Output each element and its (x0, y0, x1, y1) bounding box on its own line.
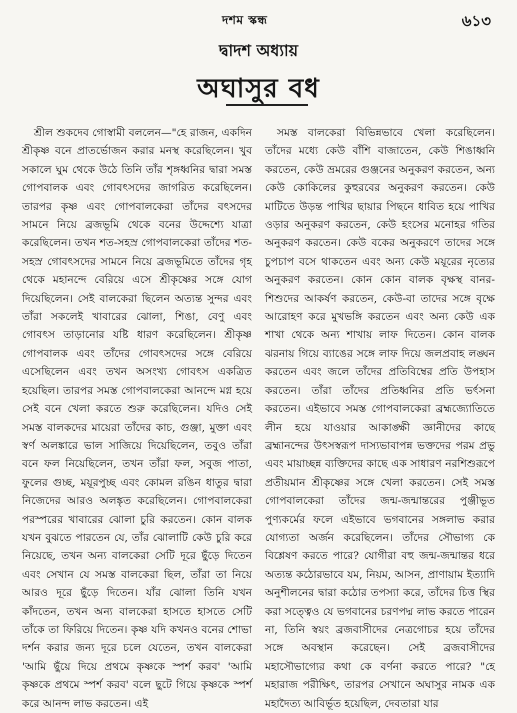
title-underline (226, 104, 308, 106)
chapter-heading: দ্বাদশ অধ্যায় (218, 41, 299, 60)
right-column (265, 124, 495, 713)
right-column-text: সমস্ত বালকেরা বিভিন্নভাবে খেলা করেছিলেন। তাঁদের মধ্যে কেউ বাঁশি বাজাতেন, কেউ শিঙাধ্বনি করতেন, কেউ ভ্রমরের গুঞ্জনের অনুকরণ করতেন, অন্য কেউ কোকিলের কুহুরবের অনুকরণ করতেন। কেউ মাটিতে উড়ন্ত পাখির ছায়ার পিছনে ধাবিত হয়ে পাখির ওড়ার অনুকরণ করতেন, কেউ হংসের মনোহর গতির অনুকরণ করতেন। কেউ বকের অনুকরণে তাদের সঙ্গে চুপচাপ বসে থাকতেন এবং অন্য কেউ ময়ূরের নৃত্যের অনুকরণ করতেন। কোন কোন বালক বৃক্ষস্থ বানর-শিশুদের আকর্ষণ করতেন, কেউ-বা তাদের সঙ্গে বৃক্ষে আরোহণ করে মুখভঙ্গি করতেন এবং অন্য কেউ এক শাখা থেকে অন্য শাখায় লাফ দিতেন। কোন বালক ঝরনায় গিয়ে ব্যাঙের সঙ্গে লাফ দিয়ে জলপ্রবাহ লঙ্ঘন করতেন এবং জলে তাঁদের প্রতিবিম্বের প্রতি উপহাস করতেন। তাঁরা তাঁদের প্রতিধ্বনির প্রতি ভর্ৎসনা করতেন। এইভাবে সমস্ত গোপবালকেরা ব্রহ্মজ্যোতিতে লীন হয়ে যাওয়ার আকাঙ্ক্ষী জ্ঞানীদের কাছে ব্রহ্মানন্দের উৎসস্বরূপ দাস্যভাবাপন্ন ভক্তদের পরম প্রভু এবং মায়াচ্ছন্ন ব্যক্তিদের কাছে এক সাধারণ নরশিশুরূপে প্রতীয়মান শ্রীকৃষ্ণের সঙ্গে খেলা করতেন। সেই সমস্ত গোপবালকেরা তাঁদের জন্ম-জন্মান্তরের পুঞ্জীভূত পুণ্যকর্মের ফলে এইভাবে ভগবানের সঙ্গলাভ করার যোগ্যতা অর্জন করেছিলেন। তাঁদের সৌভাগ্য কে বিশ্লেষণ করতে পারে? যোগীরা বহু জন্ম-জন্মান্তর ধরে অত্যন্ত কঠোরভাবে যম, নিয়ম, আসন, প্রাণায়াম ইত্যাদি অনুশীলনের দ্বারা কঠোর তপস্যা করে, তাঁদের চিত্ত স্থির করা সত্ত্বেও যে ভগবানের চরণপদ্ম লাভ করতে পারেন না, তিনি স্বয়ং ব্রজবাসীদের নেত্রগোচর হয়ে তাঁদের সঙ্গে অবস্থান করেছেন। সেই ব্রজবাসীদের মহাসৌভাগ্যের কথা কে বর্ণনা করতে পারে? "হে মহারাজ পরীক্ষিৎ, তারপর সেখানে অঘাসুর নামক এক মহাদৈত্য আবির্ভূত হয়েছিল, দেবতারা যার (265, 127, 495, 710)
running-title: দশম স্কন্ধ (222, 13, 268, 27)
chapter-title: অঘাসুর বধ (197, 74, 320, 104)
page-number: ৬১৩ (461, 12, 491, 30)
left-column (22, 124, 252, 713)
left-column-text: শ্রীল শুকদেব গোস্বামী বললেন—"হে রাজন, একদিন শ্রীকৃষ্ণ বনে প্রাতর্ভোজন করার মনস্থ করেছিলেন। খুব সকালে ঘুম থেকে উঠে তিনি তাঁর শৃঙ্গধ্বনির দ্বারা সমস্ত গোপবালক এবং গোবৎসদের জাগরিত করেছিলেন। তারপর কৃষ্ণ এবং গোপবালকেরা তাঁদের বৎসদের সামনে নিয়ে ব্রজভূমি থেকে বনের উদ্দেশ্যে যাত্রা করেছিলেন। তখন শত-সহস্র গোপবালকেরা তাঁদের শত-সহস্র গোবৎসদের সামনে নিয়ে ব্রজভূমিতে তাঁদের গৃহ থেকে মহানন্দে বেরিয়ে এসে শ্রীকৃষ্ণের সঙ্গে যোগ দিয়েছিলেন। সেই বালকেরা ছিলেন অত্যন্ত সুন্দর এবং তাঁরা সকলেই খাবারের ঝোলা, শিঙা, বেণু এবং গোবৎস তাড়ানোর যষ্টি ধারণ করেছিলেন। শ্রীকৃষ্ণ গোপবালক এবং তাঁদের গোবৎসদের সঙ্গে বেরিয়ে এসেছিলেন এবং তখন অসংখ্য গোবৎস একত্রিত হয়েছিল। তারপর সমস্ত গোপবালকেরা আনন্দে মগ্ন হয়ে সেই বনে খেলা করতে শুরু করেছিলেন। যদিও সেই সমস্ত বালকদের মায়েরা তাঁদের কাচ, গুঞ্জা, মুক্তা এবং স্বর্ণ অলঙ্কারে ভাল সাজিয়ে দিয়েছিলেন, তবুও তাঁরা বনে ফল নিয়েছিলেন, তখন তাঁরা ফল, সবুজ পাতা, ফুলের গুচ্ছ, ময়ূরপুচ্ছ এবং কোমল রঙিন ধাতুর দ্বারা নিজেদের আরও অলঙ্কৃত করেছিলেন। গোপবালকেরা পরস্পরের খাবারের ঝোলা চুরি করতেন। কোন বালক যখন বুঝতে পারতেন যে, তাঁর ঝোলাটি কেউ চুরি করে নিয়েছে, তখন অন্য বালকেরা সেটি দূরে ছুঁড়ে দিতেন এবং সেখান যে সমস্ত বালকেরা ছিল, তাঁরা তা নিয়ে আরও দূরে ছুঁড়ে দিতেন। যাঁর ঝোলা তিনি যখন কাঁদতেন, তখন অন্য বালকেরা হাসতে হাসতে সেটি তাঁকে তা ফিরিয়ে দিতেন। কৃষ্ণ যদি কখনও বনের শোভা দর্শন করার জন্য দূরে চলে যেতেন, তখন বালকেরা 'আমি ছুঁয়ে দিয়ে প্রথমে কৃষ্ণকে স্পর্শ করব' 'আমি কৃষ্ণকে প্রথমে স্পর্শ করব' বলে ছুটে গিয়ে কৃষ্ণকে স্পর্শ করে আনন্দ লাভ করতেন। এই (22, 127, 252, 710)
running-head (0, 8, 517, 32)
